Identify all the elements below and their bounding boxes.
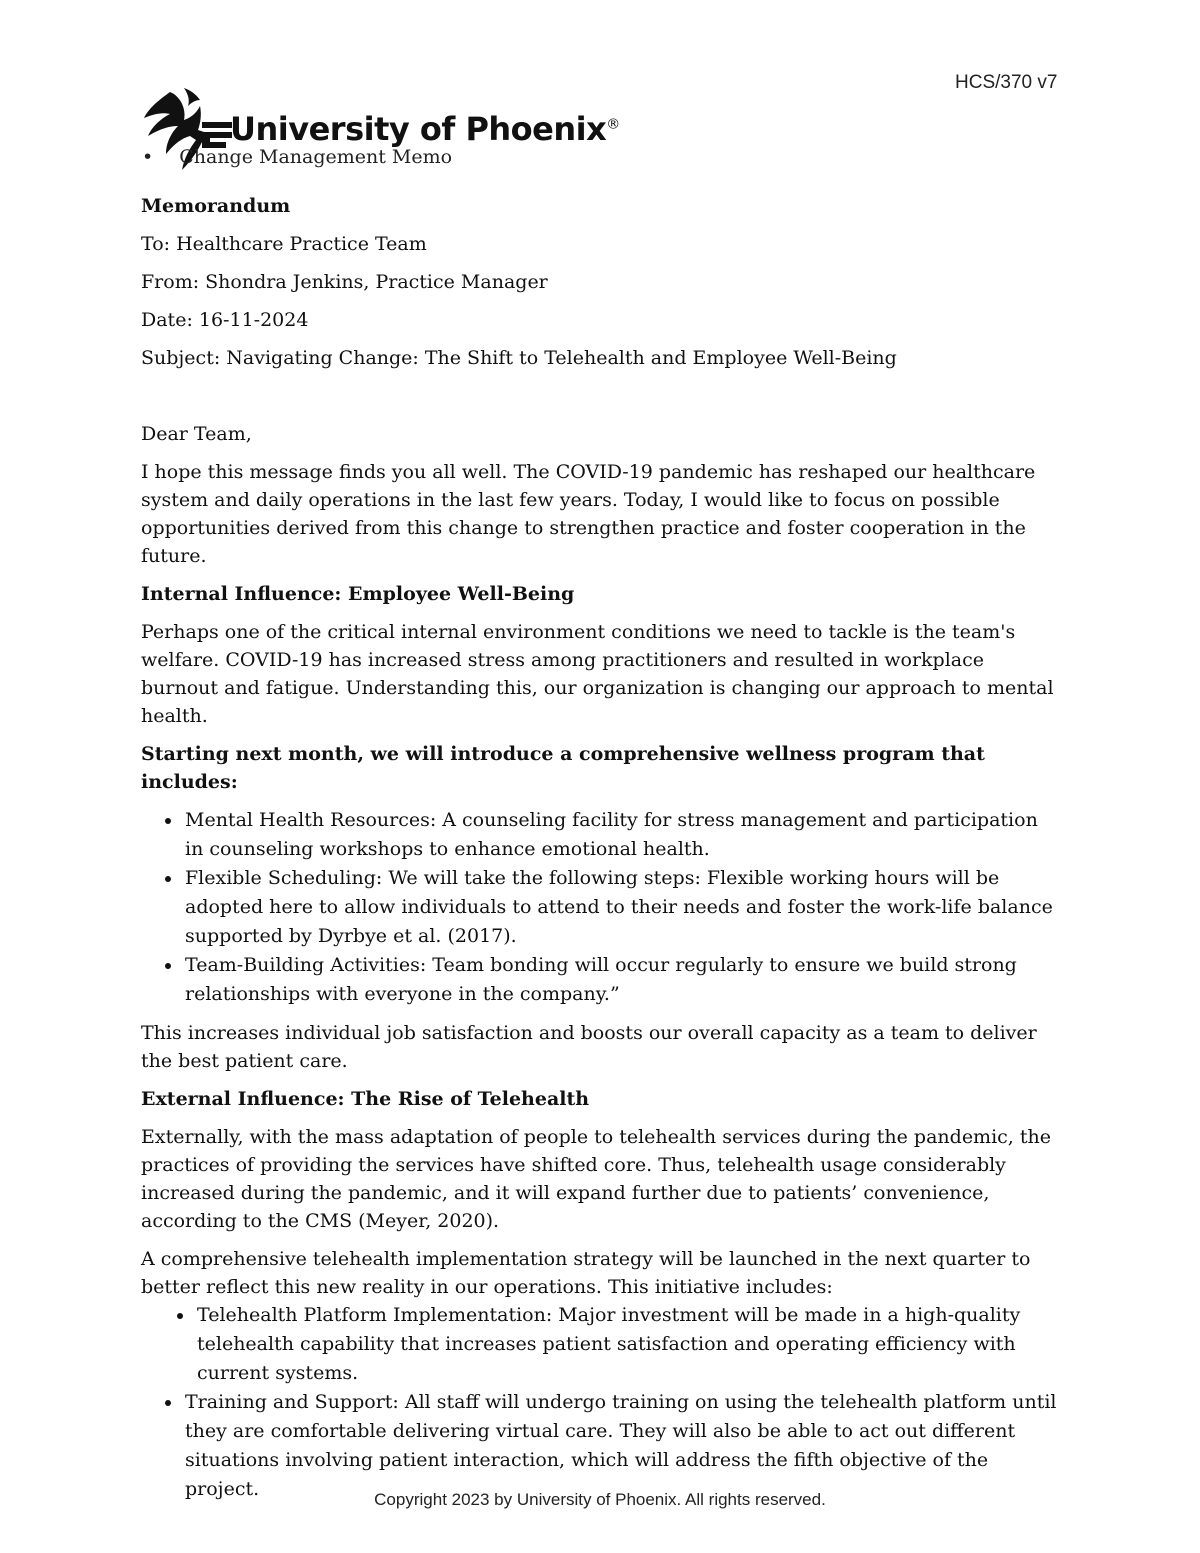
wellness-outro: This increases individual job satisfaction and boosts our overall capacity as a team to deliver the best patient care.: [141, 1022, 1037, 1072]
logo-wordmark: [230, 110, 620, 148]
registered-mark: ®: [606, 116, 620, 133]
course-code: HCS/370 v7: [955, 72, 1058, 93]
memo-to: To: Healthcare Practice Team: [141, 233, 427, 255]
list-item: • Mental Health Resources: A counseling facility for stress management and participation in counseling workshops to enhance emotional health.: [183, 806, 1061, 864]
telehealth-list: [141, 1301, 1061, 1504]
wellness-list: [141, 806, 1061, 1009]
external-paragraph: Externally, with the mass adaptation of people to telehealth services during the pandemic, the practices of providing the services have shifted core. Thus, telehealth usage considerably increased during the pandemic, and it will expand further due to patients’ convenience, according to the CMS (Meyer, 2020).: [141, 1126, 1051, 1232]
memo-from: From: Shondra Jenkins, Practice Manager: [141, 271, 548, 293]
intro-paragraph: I hope this message finds you all well. The COVID-19 pandemic has reshaped our healthcare system and daily operations in the last few years. Today, I would like to focus on possible opportunities derived from this change to strengthen practice and foster cooperation in the future.: [141, 461, 1036, 567]
list-item: • Training and Support: All staff will undergo training on using the telehealth platform until they are comfortable delivering virtual care. They will also be able to act out different situations involving patient interaction, which will address the fifth objective of the project.: [183, 1388, 1061, 1504]
wellness-heading: Starting next month, we will introduce a comprehensive wellness program that includes:: [141, 743, 985, 793]
document-title-line: [142, 146, 452, 168]
greeting: Dear Team,: [141, 423, 252, 445]
bullet-icon: •: [142, 146, 154, 168]
memo-heading: Memorandum: [141, 195, 291, 217]
memo-subject: Subject: Navigating Change: The Shift to Telehealth and Employee Well-Being: [141, 347, 897, 369]
list-item: • Telehealth Platform Implementation: Major investment will be made in a high-quality telehealth capability that increases patient satisfaction and operating efficiency with current systems.: [195, 1301, 1061, 1388]
list-item: • Team-Building Activities: Team bonding will occur regularly to ensure we build strong relationships with everyone in the company.”: [183, 951, 1061, 1009]
internal-heading: Internal Influence: Employee Well-Being: [141, 583, 575, 605]
list-item: • Flexible Scheduling: We will take the following steps: Flexible working hours will be adopted here to allow individuals to attend to their needs and foster the work-life balance supported by Dyrbye et al. (2017).: [183, 864, 1061, 951]
memo-content: [141, 192, 1061, 1504]
telehealth-intro: A comprehensive telehealth implementation strategy will be launched in the next quarter to better reflect this new reality in our operations. This initiative includes:: [141, 1248, 1031, 1298]
copyright-footer: Copyright 2023 by University of Phoenix. All rights reserved.: [374, 1490, 826, 1509]
external-heading: External Influence: The Rise of Telehealth: [141, 1088, 590, 1110]
memo-date: Date: 16-11-2024: [141, 309, 309, 331]
logo-text: University of Phoenix: [230, 110, 607, 148]
internal-paragraph: Perhaps one of the critical internal environment conditions we need to tackle is the team's welfare. COVID-19 has increased stress among practitioners and resulted in workplace burnout and fatigue. Understanding this, our organization is changing our approach to mental health.: [141, 621, 1054, 727]
document-title: Change Management Memo: [179, 146, 453, 168]
